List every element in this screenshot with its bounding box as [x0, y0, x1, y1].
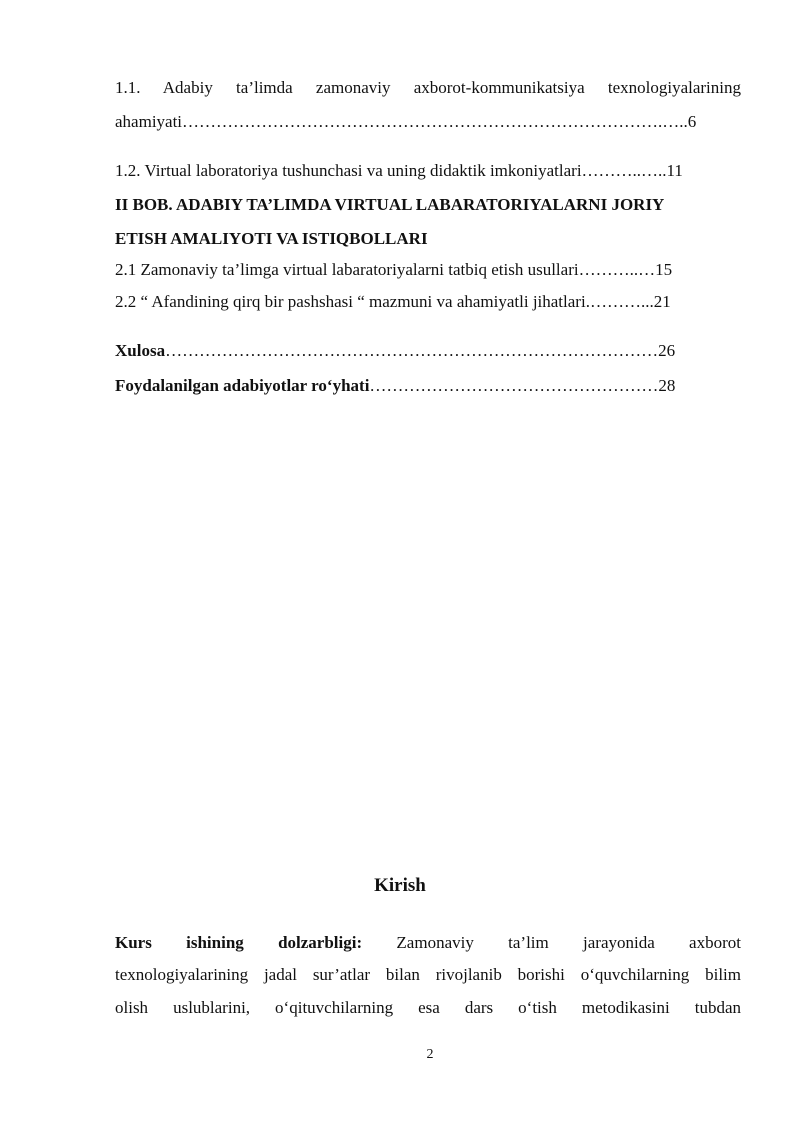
- toc-xulosa: [115, 340, 741, 362]
- toc-item-1-1-line2: ahamiyati………………………………………………………………………….…..6: [115, 112, 697, 131]
- intro-paragraph-line2: texnologiyalarining jadal sur’atlar bilan rivojlanib borishi o‘quvchilarning bilim: [115, 965, 741, 984]
- toc-item-1-2: 1.2. Virtual laboratoriya tushunchasi va uning didaktik imkoniyatlari………..…..11: [115, 161, 683, 180]
- toc-xulosa-label: Xulosa: [115, 341, 166, 360]
- toc-item-2-1: 2.1 Zamonaviy ta’limga virtual labaratoriyalarni tatbiq etish usullari………..…15: [115, 260, 673, 279]
- toc-chapter-2-line1: II BOB. ADABIY TA’LIMDA VIRTUAL LABARATORIYALARNI JORIY: [115, 195, 665, 214]
- intro-paragraph-line1-text: Zamonaviy ta’lim jarayonida axborot: [396, 933, 741, 952]
- intro-title: Kirish: [374, 875, 426, 896]
- intro-paragraph-line3: olish uslublarini, o‘qituvchilarning esa dars o‘tish metodikasini tubdan: [115, 998, 741, 1017]
- toc-chapter-2-line2: ETISH AMALIYOTI VA ISTIQBOLLARI: [115, 229, 428, 248]
- toc-references: [115, 375, 741, 397]
- toc-xulosa-dots: ……………………………………………………………………………26: [165, 341, 676, 360]
- toc-item-2-2: 2.2 “ Afandining qirq bir pashshasi “ mazmuni va ahamiyatli jihatlari.………...21: [115, 292, 671, 311]
- page-number: 2: [426, 1047, 434, 1062]
- intro-paragraph-line1: [115, 932, 741, 954]
- toc-references-label: Foydalanilgan adabiyotlar ro‘yhati: [115, 376, 370, 395]
- toc-item-1-1-line1: 1.1. Adabiy ta’limda zamonaviy axborot-kommunikatsiya texnologiyalarining: [115, 78, 741, 97]
- toc-references-dots: ……………………………………………28: [369, 376, 676, 395]
- intro-paragraph-bold-lead: Kurs ishining dolzarbligi:: [115, 933, 363, 952]
